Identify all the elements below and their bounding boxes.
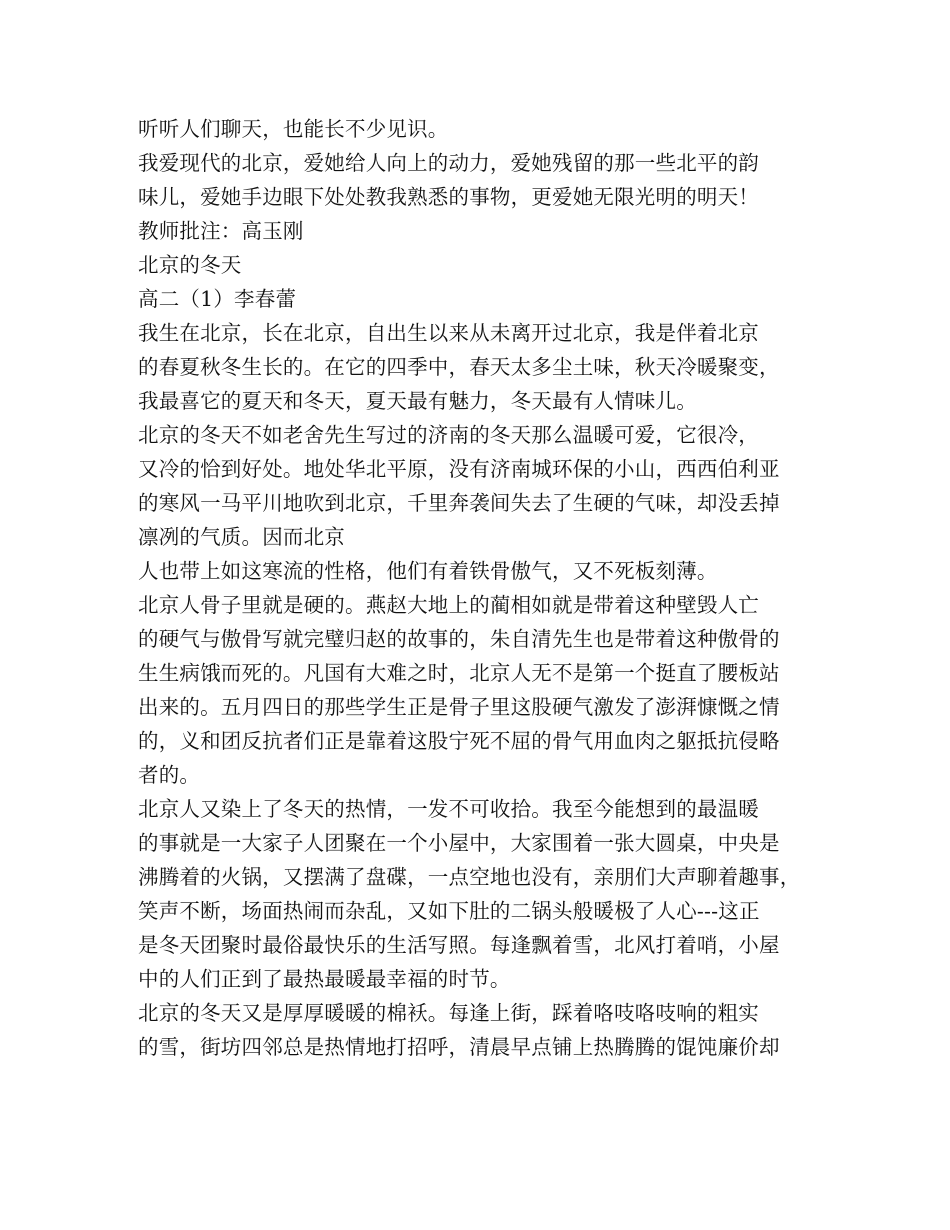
text-line: 笑声不断，场面热闹而杂乱，又如下肚的二锅头般暖极了人心---这正 (138, 899, 760, 923)
text-line: 是冬天团聚时最俗最快乐的生活写照。每逢飘着雪，北风打着哨，小屋 (138, 933, 780, 957)
text-line: 凛冽的气质。因而北京 (138, 525, 345, 549)
text-line: 沸腾着的火锅，又摆满了盘碟，一点空地也没有，亲朋们大声聊着趣事， (138, 865, 801, 889)
text-line: 生生病饿而死的。凡国有大难之时，北京人无不是第一个挺直了腰板站 (138, 661, 780, 685)
text-line: 我生在北京，长在北京，自出生以来从未离开过北京，我是伴着北京 (138, 321, 759, 345)
text-line: 人也带上如这寒流的性格，他们有着铁骨傲气，又不死板刻薄。 (138, 559, 718, 583)
essay-title: 北京的冬天 (138, 253, 242, 277)
text-line: 出来的。五月四日的那些学生正是骨子里这股硬气激发了澎湃慷慨之情 (138, 695, 780, 719)
text-line: 我最喜它的夏天和冬天，夏天最有魅力，冬天最有人情味儿。 (138, 389, 697, 413)
text-line: 北京的冬天又是厚厚暖暖的棉袄。每逢上街，踩着咯吱咯吱响的粗实 (138, 1001, 759, 1025)
text-line: 的，义和团反抗者们正是靠着这股宁死不屈的骨气用血肉之躯抵抗侵略 (138, 729, 780, 753)
teacher-comment: 教师批注：高玉刚 (138, 219, 304, 243)
text-line: 的雪，街坊四邻总是热情地打招呼，清晨早点铺上热腾腾的馄饨廉价却 (138, 1035, 780, 1059)
text-line: 的春夏秋冬生长的。在它的四季中，春天太多尘土味，秋天冷暖聚变， (138, 355, 780, 379)
essay-text (138, 112, 818, 1064)
text-line: 的事就是一大家子人团聚在一个小屋中，大家围着一张大圆桌，中央是 (138, 831, 780, 855)
text-line: 中的人们正到了最热最暖最幸福的时节。 (138, 967, 511, 991)
text-line: 味儿，爱她手边眼下处处教我熟悉的事物，更爱她无限光明的明天！ (138, 185, 759, 209)
text-line: 北京人骨子里就是硬的。燕赵大地上的蔺相如就是带着这种壁毁人亡 (138, 593, 759, 617)
text-line: 的硬气与傲骨写就完璧归赵的故事的，朱自清先生也是带着这种傲骨的 (138, 627, 780, 651)
text-line: 听听人们聊天，也能长不少见识。 (138, 117, 449, 141)
text-line: 又冷的恰到好处。地处华北平原，没有济南城环保的小山，西西伯利亚 (138, 457, 780, 481)
text-line: 者的。 (138, 763, 201, 787)
text-line: 的寒风一马平川地吹到北京，千里奔袭间失去了生硬的气味，却没丢掉 (138, 491, 780, 515)
text-line: 我爱现代的北京，爱她给人向上的动力，爱她残留的那一些北平的韵 (138, 151, 759, 175)
author-line: 高二（1）李春蕾 (138, 287, 297, 311)
text-line: 北京人又染上了冬天的热情，一发不可收拾。我至今能想到的最温暖 (138, 797, 759, 821)
text-line: 北京的冬天不如老舍先生写过的济南的冬天那么温暖可爱，它很冷， (138, 423, 759, 447)
